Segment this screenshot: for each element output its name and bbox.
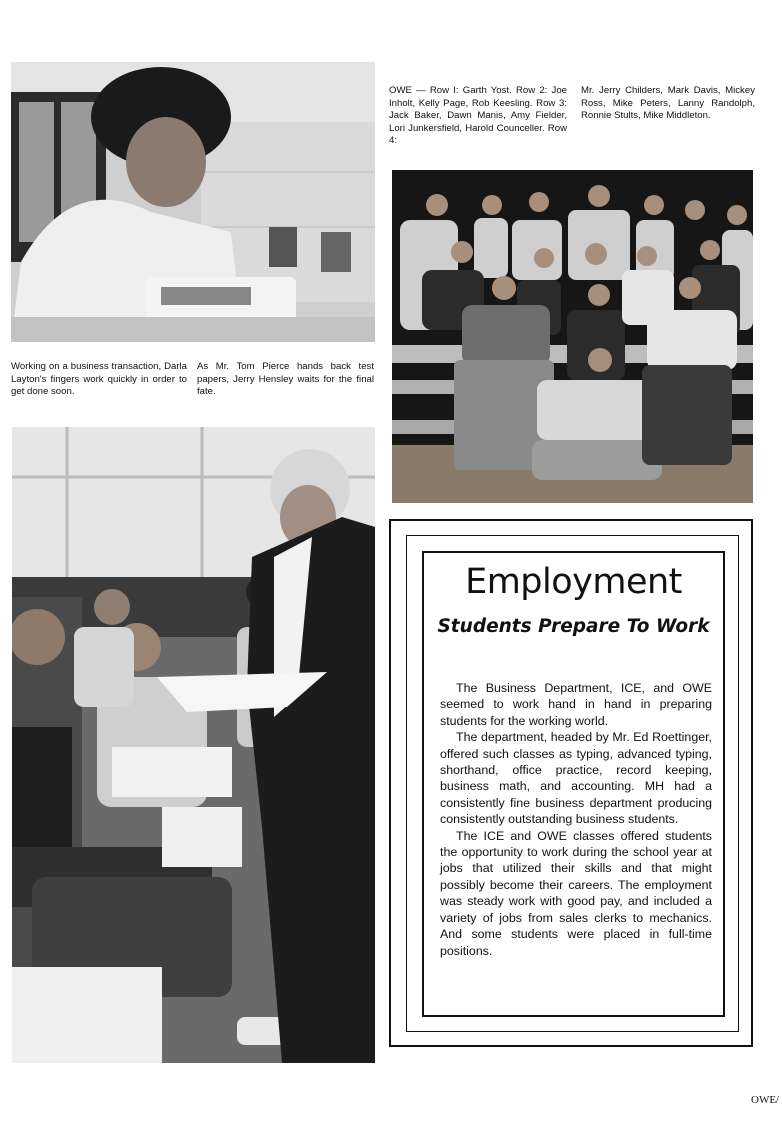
page-folio: OWE/: [751, 1094, 780, 1106]
classroom-photo: [12, 427, 375, 1063]
article-headline: Employment: [465, 562, 682, 602]
article-subhead: Students Prepare To Work: [437, 616, 710, 637]
article-paragraph-1: The Business Department, ICE, and OWE seemed to work hand in hand in preparing students for the working world.: [440, 681, 712, 728]
typing-caption: Working on a business transaction, Darla Layton's fingers work quickly in order to get done soon.: [11, 361, 187, 398]
owe-caption-col1: OWE — Row I: Garth Yost. Row 2: Joe Inholt, Kelly Page, Rob Keesling. Row 3: Jack Baker, Dawn Manis, Amy Fielder, Lori Junkersfield, Harold Counceller. Row 4:: [389, 85, 567, 147]
article-body: [440, 680, 712, 959]
article-paragraph-2: The department, headed by Mr. Ed Roettinger, offered such classes as typing, advanced typing, shorthand, office practice, record keeping, business math, and accounting. MH had a consistently fine business department producing consistently outstanding business students.: [440, 730, 712, 827]
owe-caption-col2: Mr. Jerry Childers, Mark Davis, Mickey Ross, Mike Peters, Lanny Randolph, Ronnie Stults, Mike Middleton.: [581, 85, 755, 122]
typing-photo: [11, 62, 375, 342]
owe-group-photo: [392, 170, 753, 503]
papers-caption: As Mr. Tom Pierce hands back test papers, Jerry Hensley waits for the final fate.: [197, 361, 374, 398]
article-paragraph-3: The ICE and OWE classes offered students the opportunity to work during the school year at jobs that utilized their skills and that might possibly become their careers. The employment was steady work with good pay, and included a variety of jobs from sales clerks to mechanics. And some students were placed in full-time positions.: [440, 828, 712, 958]
